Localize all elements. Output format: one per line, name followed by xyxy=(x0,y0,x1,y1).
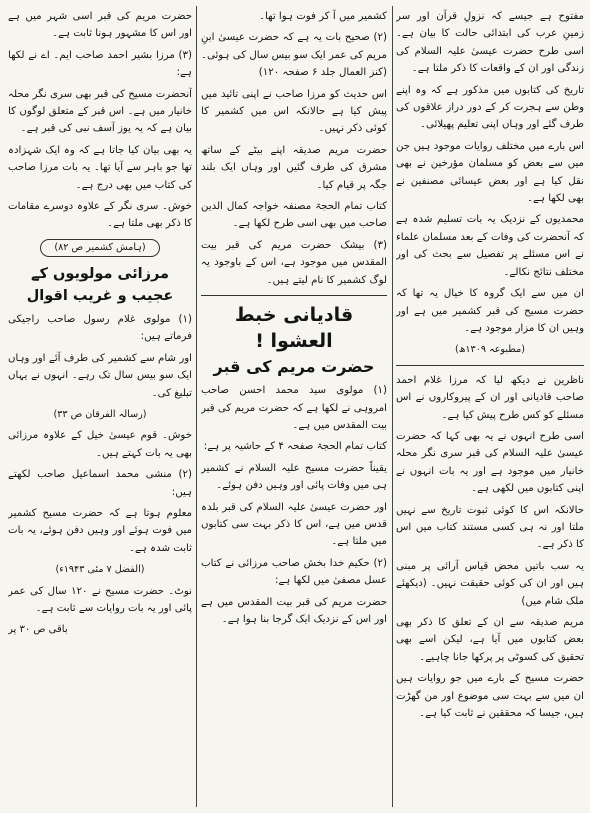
paragraph: اس بارے میں مختلف روایات موجود ہیں جن میں سے بعض کو مسلمان مؤرخین نے بھی نقل کیا ہے اور بعض عیسائی مصنفین نے بھی لکھا ہے۔ xyxy=(396,140,584,205)
paragraph: یقیناً حضرت مسیح علیہ السلام نے کشمیر ہی میں وفات پائی اور وہیں دفن ہوئے۔ xyxy=(201,462,387,492)
paragraph: ان میں سے ایک گروہ کا خیال یہ تھا کہ حضرت مسیح کی قبر کشمیر میں ہے اور وہیں ان کا مزار موجود ہے۔ xyxy=(396,288,584,334)
section-divider xyxy=(396,365,584,366)
paragraph: کتاب تمام الحجۃ مصنفہ خواجہ کمال الدین صاحب میں بھی اسی طرح لکھا ہے۔ xyxy=(201,201,387,230)
paragraph: اور شام سے کشمیر کی طرف آئے اور وہاں ایک سو بیس سال تک رہے۔ انہوں نے یہاں تبلیغ کی۔ xyxy=(8,352,192,399)
paragraph: یہ سب باتیں محض قیاس آرائی پر مبنی ہیں اور ان کی کوئی حقیقت نہیں۔ (دیکھئے ملک شام میں) xyxy=(396,560,584,607)
article-heading: قادیانی خبط العشوا ! xyxy=(234,304,354,353)
paragraph: حالانکہ اس کا کوئی ثبوت تاریخ سے نہیں ملتا اور نہ ہی کسی مستند کتاب میں اس کا ذکر ہے۔ xyxy=(396,504,584,551)
paragraph: خوش۔ سری نگر کے علاوہ دوسرے مقامات کا ذکر بھی ملتا ہے۔ xyxy=(8,201,192,230)
article-subheading: حضرت مریم کی قبر xyxy=(213,357,375,377)
paragraph: (۱) مولوی غلام رسول صاحب راجیکی فرماتے ہیں: xyxy=(8,313,192,343)
paragraph: آنحضرت مسیح کی قبر بھی سری نگر محلہ خانیار میں ہے۔ اس قبر کے متعلق لوگوں کا بیان ہے کہ یہ یوز آسف نبی کی قبر ہے۔ xyxy=(8,88,192,135)
source-reference: (رسالہ الفرقان ص ۳۳) xyxy=(53,408,147,420)
paragraph: مفتوح ہے جیسے کہ نزولِ قرآن اور سر زمینِ عرب کی ابتدائی حالت کا بیان ہے۔ اسی طرح حضرت عیسیٰ علیہ السلام کی زندگی اور ان کے واقعات کا ذکر ملتا ہے۔ xyxy=(396,11,584,75)
section-heading: مرزائی مولویوں کے عجیب و غریب اقوال xyxy=(26,265,174,304)
middle-column xyxy=(201,8,387,805)
paragraph: اسی طرح انہوں نے یہ بھی کہا کہ حضرت عیسیٰ علیہ السلام کی قبر سری نگر محلہ خانیار میں موجود ہے اور یہ بات انہوں نے اپنی کتابوں میں لکھی ہے۔ xyxy=(396,430,584,495)
paragraph: محمدیوں کے نزدیک یہ بات تسلیم شدہ ہے کہ آنحضرت کی وفات کے بعد مسلمان علماء نے اس مسئلے پر تفصیل سے بحث کی اور مختلف نتائج نکالے۔ xyxy=(396,214,584,278)
right-column xyxy=(396,8,584,805)
paragraph: حضرت مریم کی قبر بیت المقدس میں ہے اور اس کے نزدیک ایک گرجا بنا ہوا ہے۔ xyxy=(201,596,387,625)
paragraph: (۲) حکیم خدا بخش صاحب مرزائی نے کتاب عسل مصفیٰ میں لکھا ہے: xyxy=(201,557,387,587)
paragraph: تاریخ کی کتابوں میں مذکور ہے کہ وہ اپنے وطن سے ہجرت کر کے دور دراز علاقوں کی طرف گئے اور وہاں اپنی تعلیم پھیلائی۔ xyxy=(396,84,584,131)
paragraph: مریم صدیقہ سے ان کے تعلق کا ذکر بھی بعض کتابوں میں آیا ہے، لیکن اسے بھی تحقیق کی کسوٹی پر پرکھا جانا چاہیے۔ xyxy=(396,617,584,663)
paragraph: اس حدیث کو مرزا صاحب نے اپنی تائید میں پیش کیا ہے حالانکہ اس میں کشمیر کا کوئی ذکر نہیں۔ xyxy=(201,88,387,135)
paragraph: (۲) صحیح بات یہ ہے کہ حضرت عیسیٰ ابنِ مریم کی عمر ایک سو بیس سال کی ہوئی۔ (کنز العمال جلد ۶ صفحہ ۱۲۰) xyxy=(201,32,387,79)
paragraph: حضرت مریم کی قبر اسی شہر میں ہے اور اس کا مشہور ہونا ثابت ہے۔ xyxy=(8,11,192,40)
paragraph: (۳) مرزا بشیر احمد صاحب ایم۔ اے نے لکھا ہے: xyxy=(8,49,192,79)
paragraph: یہ بھی بیان کیا جاتا ہے کہ وہ ایک شہزادہ تھا جو باہر سے آیا تھا۔ یہ بات مرزا صاحب کی کتاب میں بھی درج ہے۔ xyxy=(8,144,192,191)
paragraph: (۱) مولوی سید محمد احسن صاحب امروہی نے لکھا ہے کہ حضرت مریم کی قبر بیت المقدس میں ہے۔ xyxy=(201,385,387,431)
paragraph: اور حضرت عیسیٰ علیہ السلام کی قبر بلدہ قدس میں ہے، اس کا ذکر بہت سی کتابوں میں ملتا ہے۔ xyxy=(201,501,387,548)
source-reference: (ہامش کشمیر ص ۸۲) xyxy=(40,239,160,257)
paragraph: (۳) بیشک حضرت مریم کی قبر بیت المقدس میں موجود ہے، اس کے باوجود یہ لوگ کشمیر کا نام لیتے ہیں۔ xyxy=(201,239,387,286)
column-divider xyxy=(196,6,197,807)
paragraph: ناظرین نے دیکھ لیا کہ مرزا غلام احمد صاحب قادیانی اور ان کے پیروکاروں نے اس مسئلے کو کس طرح پیش کیا ہے۔ xyxy=(396,374,584,421)
paragraph: خوش۔ قوم عیسیٰ خیل کے علاوہ مرزائی بھی یہ بات کہتے ہیں۔ xyxy=(8,430,192,459)
section-divider xyxy=(201,295,387,296)
continued-note: باقی ص ۳۰ پر xyxy=(8,624,68,636)
paragraph: (۲) منشی محمد اسماعیل صاحب لکھتے ہیں: xyxy=(8,469,192,498)
paragraph: نوٹ۔ حضرت مسیح نے ۱۲۰ سال کی عمر پائی اور یہ بات روایات سے ثابت ہے۔ xyxy=(8,585,192,614)
paragraph: معلوم ہوتا ہے کہ حضرت مسیح کشمیر میں فوت ہوئے اور وہیں دفن ہوئے، یہ بات ثابت شدہ ہے۔ xyxy=(8,507,192,554)
left-column xyxy=(8,8,192,805)
paragraph: کتاب تمام الحجۃ صفحہ ۴ کے حاشیہ پر ہے: xyxy=(203,441,387,453)
paragraph: کشمیر میں آ کر فوت ہوا تھا۔ xyxy=(259,11,387,22)
publication-note: (مطبوعہ ۱۳۰۹ھ) xyxy=(454,344,526,356)
paragraph: حضرت مسیح کے بارے میں جو روایات ہیں ان میں سے بہت سی موضوع اور من گھڑت ہیں، جیسا کہ محققین نے ثابت کیا ہے۔ xyxy=(396,673,584,720)
column-divider xyxy=(392,6,393,807)
paragraph: حضرت مریم صدیقہ اپنے بیٹے کے ساتھ مشرق کی طرف گئیں اور وہاں ایک بلند جگہ پر قیام کیا۔ xyxy=(201,144,387,191)
source-reference: (الفضل ۷ مئی ۱۹۴۳ء) xyxy=(55,564,145,576)
